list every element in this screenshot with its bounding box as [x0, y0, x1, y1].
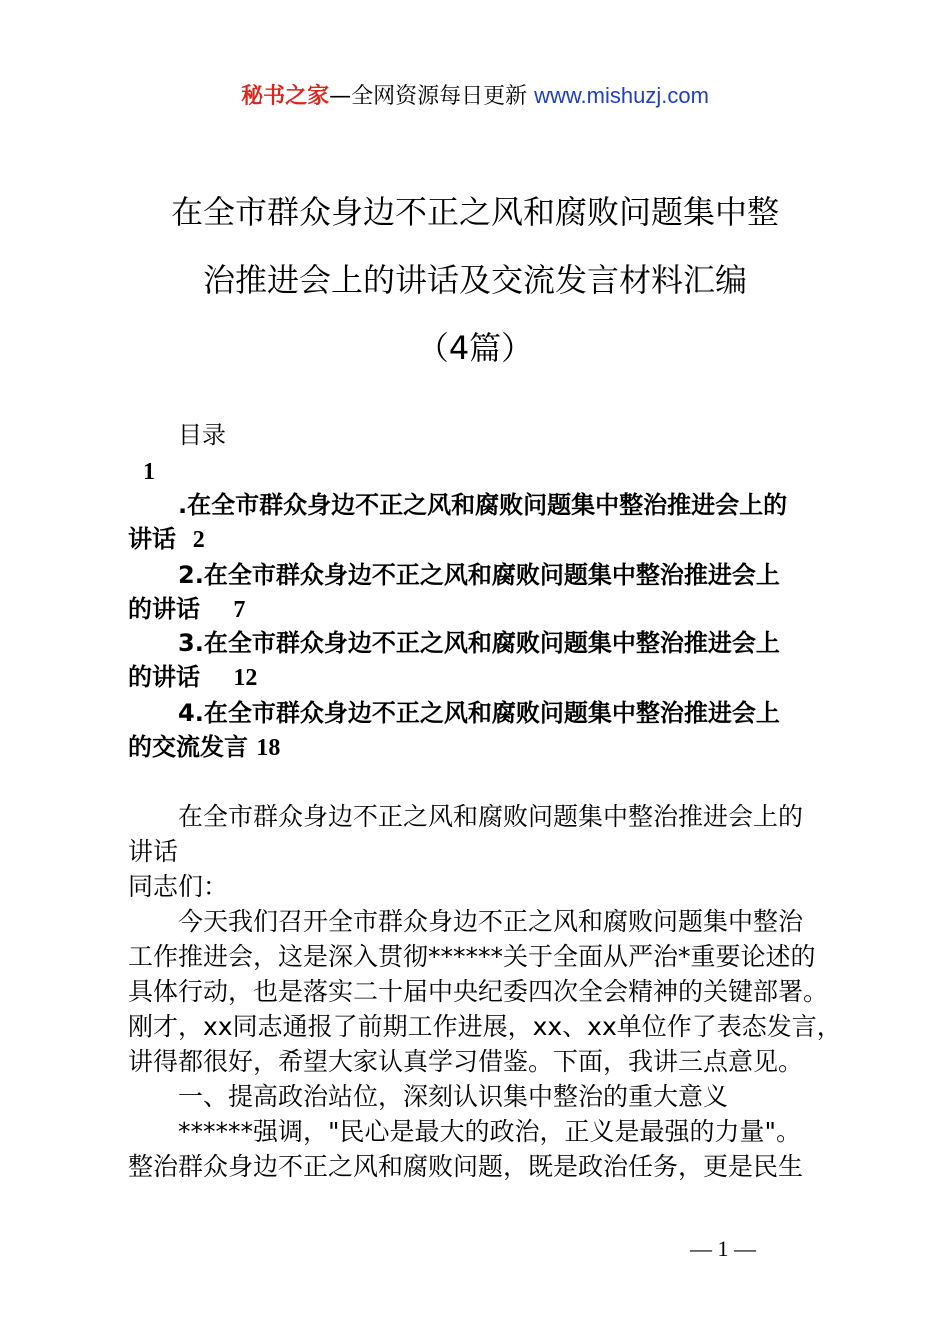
- toc-item-2-line-1[interactable]: 2.在全市群众身边不正之风和腐败问题集中整治推进会上: [178, 561, 780, 589]
- paragraph-2-line-2: 整治群众身边不正之风和腐败问题，既是政治任务，更是民生: [128, 1152, 804, 1181]
- toc-item-2-page: 7: [233, 597, 246, 623]
- paragraph-1-line-1: 今天我们召开全市群众身边不正之风和腐败问题集中整治: [178, 907, 804, 936]
- toc-item-4-page: 18: [256, 735, 281, 761]
- paragraph-1-line-5: 讲得都很好，希望大家认真学习借鉴。下面，我讲三点意见。: [128, 1047, 804, 1076]
- site-header: [0, 80, 950, 113]
- header-tagline: —全网资源每日更新: [329, 84, 528, 109]
- toc-item-1-page: 2: [192, 527, 205, 553]
- toc-item-3-page: 12: [233, 665, 258, 691]
- salutation: 同志们：: [128, 872, 229, 901]
- section-1-heading: 一、提高政治站位，深刻认识集中整治的重大意义: [178, 1082, 729, 1111]
- toc-item-3-line-2[interactable]: [128, 660, 838, 695]
- toc-item-1-label: 讲话: [128, 525, 176, 553]
- paragraph-1-line-4: 刚才，xx同志通报了前期工作进展，xx、xx单位作了表态发言，: [128, 1012, 842, 1041]
- toc-item-2-label: 的讲话: [128, 595, 200, 623]
- toc-item-4-label: 的交流发言: [128, 733, 248, 761]
- paragraph-1-line-2: 工作推进会，这是深入贯彻******关于全面从严治*重要论述的: [128, 942, 816, 971]
- page-number: — 1 —: [690, 1236, 756, 1261]
- toc-item-3-line-1[interactable]: 3.在全市群众身边不正之风和腐败问题集中整治推进会上: [178, 629, 780, 657]
- document-title-line-1: 在全市群众身边不正之风和腐败问题集中整: [170, 193, 779, 231]
- paragraph-2-line-1: ******强调，"民心是最大的政治，正义是最强的力量"。: [178, 1117, 801, 1146]
- toc-item-3-label: 的讲话: [128, 663, 200, 691]
- toc-item-1-line-2[interactable]: [128, 522, 838, 557]
- toc-heading: 目录: [178, 421, 226, 449]
- paragraph-1-line-3: 具体行动，也是落实二十届中央纪委四次全会精神的关键部署。: [128, 977, 829, 1006]
- article-heading-line-2: 讲话: [128, 837, 179, 866]
- toc-number-1: 1: [143, 459, 155, 485]
- toc-item-2-line-2[interactable]: [128, 592, 838, 627]
- site-url[interactable]: www.mishuzj.com: [534, 83, 709, 108]
- document-title-line-2: 治推进会上的讲话及交流发言材料汇编: [202, 261, 747, 299]
- brand-name: 秘书之家: [241, 84, 330, 109]
- article-heading-line-1: 在全市群众身边不正之风和腐败问题集中整治推进会上的: [178, 802, 804, 831]
- toc-item-4-line-2[interactable]: [128, 730, 838, 765]
- toc-item-4-line-1[interactable]: 4.在全市群众身边不正之风和腐败问题集中整治推进会上: [178, 699, 780, 727]
- document-title-line-3: （4篇）: [416, 329, 534, 367]
- toc-item-1-line-1[interactable]: .在全市群众身边不正之风和腐败问题集中整治推进会上的: [178, 491, 788, 519]
